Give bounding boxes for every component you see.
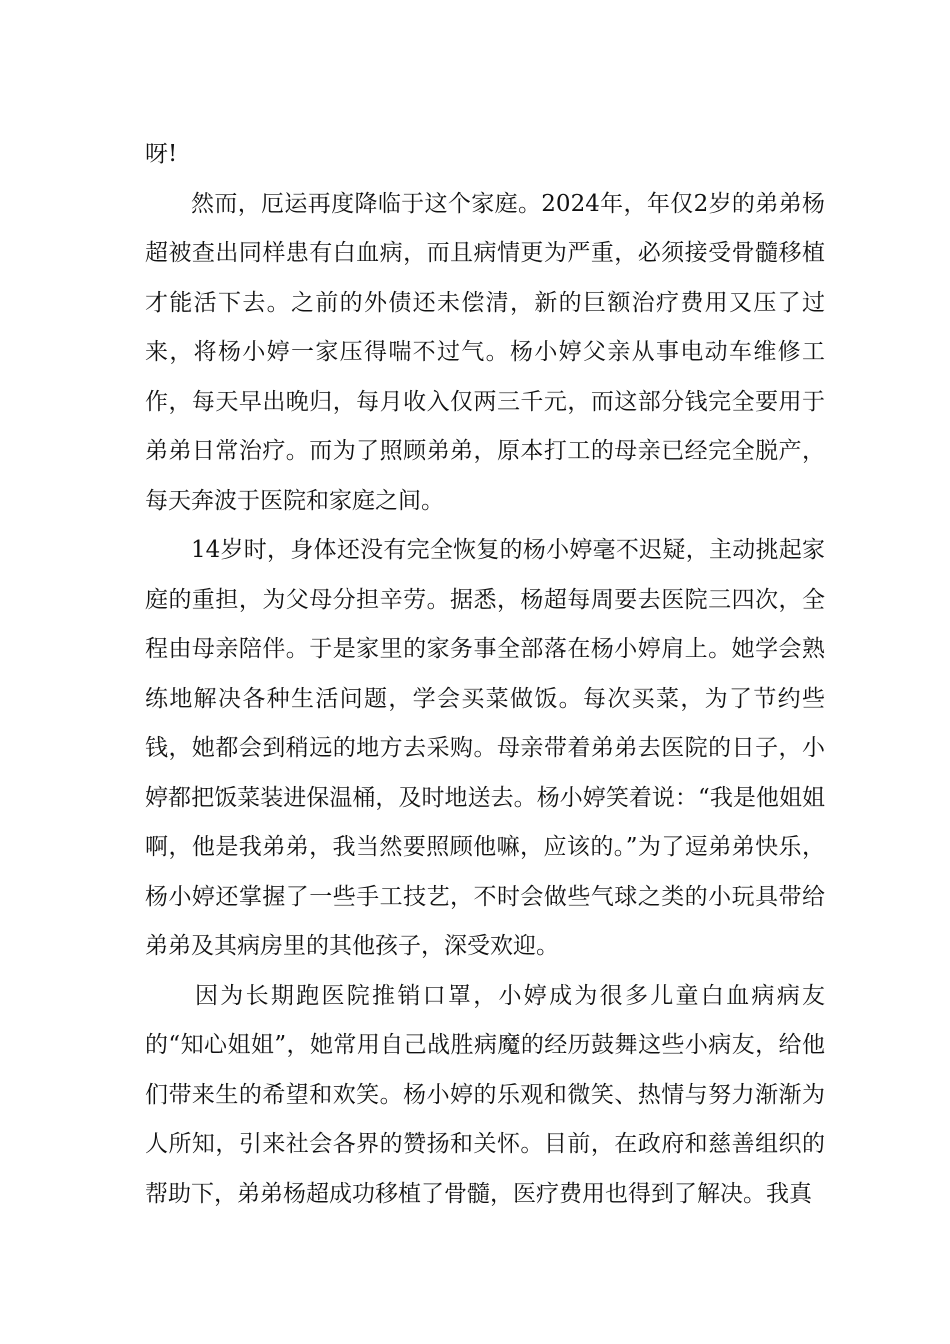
paragraph-3: 14岁时，身体还没有完全恢复的杨小婷毫不迟疑，主动挑起家庭的重担，为父母分担辛劳。据悉，杨超每周要去医院三四次，全程由母亲陪伴。于是家里的家务事全部落在杨小婷肩上。她学会熟练地解决各种生活问题，学会买菜做饭。每次买菜，为了节约些钱，她都会到稍远的地方去采购。母亲带着弟弟去医院的日子，小婷都把饭菜装进保温桶，及时地送去。杨小婷笑着说：“我是他姐姐啊，他是我弟弟，我当然要照顾他嘛，应该的。”为了逗弟弟快乐，杨小婷还掌握了一些手工技艺，不时会做些气球之类的小玩具带给弟弟及其病房里的其他孩子，深受欢迎。 (145, 537, 825, 959)
body-text (145, 130, 825, 1219)
paragraph-1: 呀! (145, 141, 178, 167)
paragraph-4: 因为长期跑医院推销口罩，小婷成为很多儿童白血病病友的“知心姐姐”，她常用自己战胜病魔的经历鼓舞这些小病友，给他们带来生的希望和欢笑。杨小婷的乐观和微笑、热情与努力渐渐为人所知，引来社会各界的赞扬和关怀。目前，在政府和慈善组织的帮助下，弟弟杨超成功移植了骨髓，医疗费用也得到了解决。我真 (145, 982, 825, 1207)
paragraph-2: 然而，厄运再度降临于这个家庭。2024年，年仅2岁的弟弟杨超被查出同样患有白血病，而且病情更为严重，必须接受骨髓移植才能活下去。之前的外债还未偿清，新的巨额治疗费用又压了过来，将杨小婷一家压得喘不过气。杨小婷父亲从事电动车维修工作，每天早出晚归，每月收入仅两三千元，而这部分钱完全要用于弟弟日常治疗。而为了照顾弟弟，原本打工的母亲已经完全脱产，每天奔波于医院和家庭之间。 (145, 190, 825, 514)
